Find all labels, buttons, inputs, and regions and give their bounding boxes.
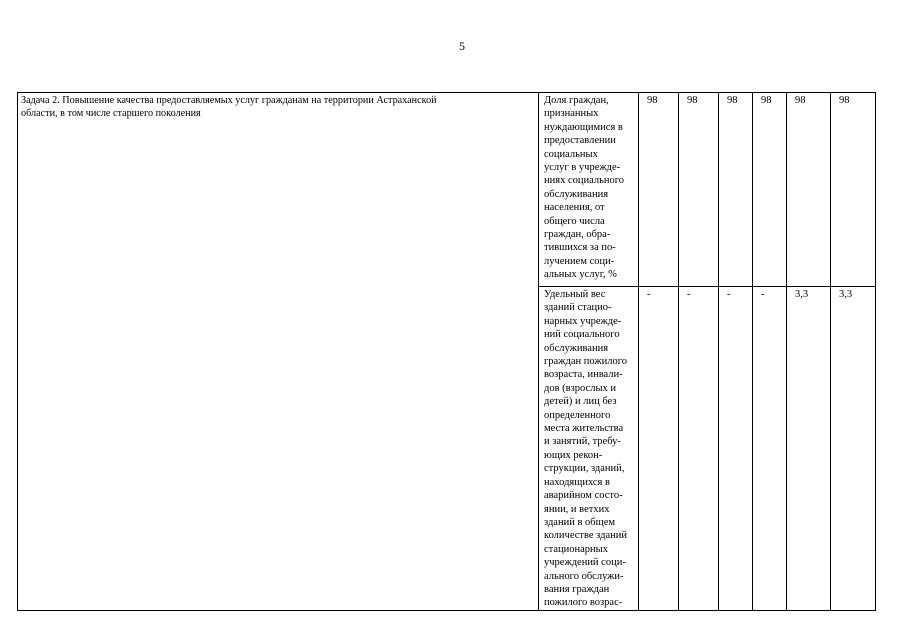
indicator-line: дов (взрослых и <box>544 382 616 394</box>
task-line: Задача 2. Повышение качества предоставляемых услуг гражданам на территории Астраханской <box>21 95 437 106</box>
indicator-line: обслуживания <box>544 342 609 354</box>
indicator-line: ний социального <box>544 329 620 341</box>
indicator-cell <box>539 93 639 287</box>
value-cell: 98 <box>719 93 753 287</box>
indicator-line: детей) и лиц без <box>544 396 617 408</box>
value-cell: 3,3 <box>831 287 876 611</box>
indicator-line: услуг в учрежде- <box>544 162 621 174</box>
value-cell: 98 <box>831 93 876 287</box>
indicator-line: общего числа <box>544 215 605 227</box>
indicator-line: ниях социального <box>544 175 625 187</box>
indicator-line: зданий стацио- <box>544 302 612 314</box>
indicator-line: признанных <box>544 108 599 120</box>
indicator-line: места жительства <box>544 423 624 435</box>
indicator-line: пожилого возрас- <box>544 597 623 609</box>
task-line: области, в том числе старшего поколения <box>21 108 201 119</box>
indicator-line: струкции, зданий, <box>544 463 625 475</box>
indicator-line: аварийном состо- <box>544 490 623 502</box>
value-cell: 98 <box>787 93 831 287</box>
indicator-line: зданий в общем <box>544 516 616 528</box>
indicator-line: социальных <box>544 148 598 160</box>
indicator-line: и занятий, требу- <box>544 436 621 448</box>
indicator-cell <box>539 287 639 611</box>
indicator-line: Доля граждан, <box>544 95 609 106</box>
indicator-line: лучением соци- <box>544 255 615 267</box>
task-cell <box>18 93 539 611</box>
value-cell: 98 <box>639 93 679 287</box>
value-cell: - <box>719 287 753 611</box>
table-row <box>18 93 876 287</box>
indicator-line: янии, и ветхих <box>544 503 610 515</box>
indicator-line: Удельный вес <box>544 289 606 300</box>
indicator-line: находящихся в <box>544 476 610 488</box>
value-cell: 3,3 <box>787 287 831 611</box>
indicator-line: ющих рекон- <box>544 449 603 461</box>
indicator-line: тившихся за по- <box>544 242 616 254</box>
indicator-line: граждан пожилого <box>544 356 627 368</box>
indicator-line: учреждений соци- <box>544 557 626 569</box>
indicator-line: определенного <box>544 409 611 421</box>
indicator-line: нарных учрежде- <box>544 315 622 327</box>
indicator-line: ального обслужи- <box>544 570 624 582</box>
indicator-line: граждан, обра- <box>544 229 611 241</box>
value-cell: - <box>639 287 679 611</box>
indicator-line: обслуживания <box>544 188 609 200</box>
page-number: 5 <box>459 39 465 53</box>
indicator-line: вания граждан <box>544 583 610 595</box>
indicator-line: предоставлении <box>544 135 616 147</box>
indicator-line: альных услуг, % <box>544 269 617 281</box>
indicators-table <box>17 92 876 611</box>
indicator-line: возраста, инвали- <box>544 369 623 381</box>
indicator-line: нуждающимися в <box>544 121 623 133</box>
indicator-line: количестве зданий <box>544 530 627 542</box>
value-cell: 98 <box>679 93 719 287</box>
indicator-line: стационарных <box>544 543 608 555</box>
indicator-line: населения, от <box>544 202 605 214</box>
value-cell: 98 <box>753 93 787 287</box>
value-cell: - <box>753 287 787 611</box>
value-cell: - <box>679 287 719 611</box>
